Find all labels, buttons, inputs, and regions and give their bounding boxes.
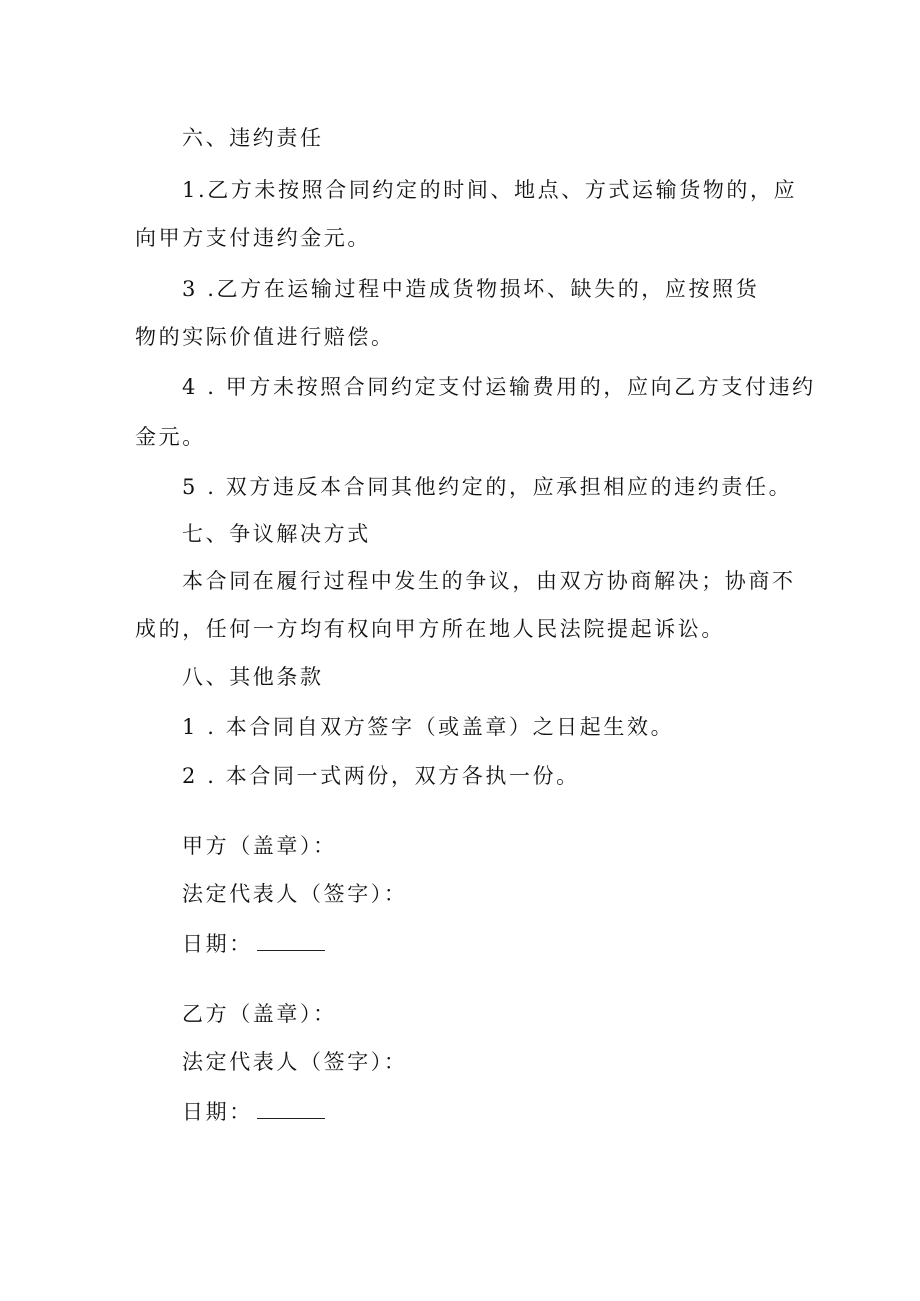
clause-6-4-line-1: 4 . 甲方未按照合同约定支付运输费用的，应向乙方支付违约 (182, 375, 816, 399)
clause-6-5: 5 . 双方违反本合同其他约定的，应承担相应的违约责任。 (182, 475, 793, 499)
party-a-date-label: 日期： (182, 932, 253, 956)
section-7-line-2: 成的，任何一方均有权向甲方所在地人民法院提起诉讼。 (135, 617, 725, 641)
section-6-heading: 六、违约责任 (182, 126, 324, 150)
clause-6-1-line-2: 向甲方支付违约金元。 (135, 226, 371, 250)
section-8-heading: 八、其他条款 (182, 665, 324, 689)
section-7-heading: 七、争议解决方式 (182, 522, 371, 546)
party-b-date-label: 日期： (182, 1100, 253, 1124)
section-7-line-1: 本合同在履行过程中发生的争议，由双方协商解决；协商不 (182, 569, 796, 593)
clause-6-3-line-2: 物的实际价值进行赔偿。 (135, 325, 395, 349)
party-b-seal: 乙方（盖章）： (182, 1002, 337, 1026)
party-a-seal: 甲方（盖章）： (182, 834, 337, 858)
clause-6-4-line-2: 金元。 (135, 425, 206, 449)
party-a-date-blank (257, 932, 325, 951)
clause-6-3-line-1: 3 .乙方在运输过程中造成货物损坏、缺失的，应按照货 (182, 277, 760, 301)
party-a-representative: 法定代表人（签字）： (182, 882, 408, 906)
party-a-date (182, 930, 325, 958)
clause-8-1: 1 . 本合同自双方签字（或盖章）之日起生效。 (182, 715, 675, 739)
party-b-representative: 法定代表人（签字）： (182, 1050, 408, 1074)
clause-6-1-line-1: 1.乙方未按照合同约定的时间、地点、方式运输货物的，应 (182, 178, 798, 202)
party-b-date (182, 1098, 325, 1126)
party-b-date-blank (257, 1100, 325, 1119)
clause-8-2: 2 . 本合同一式两份，双方各执一份。 (182, 764, 580, 788)
